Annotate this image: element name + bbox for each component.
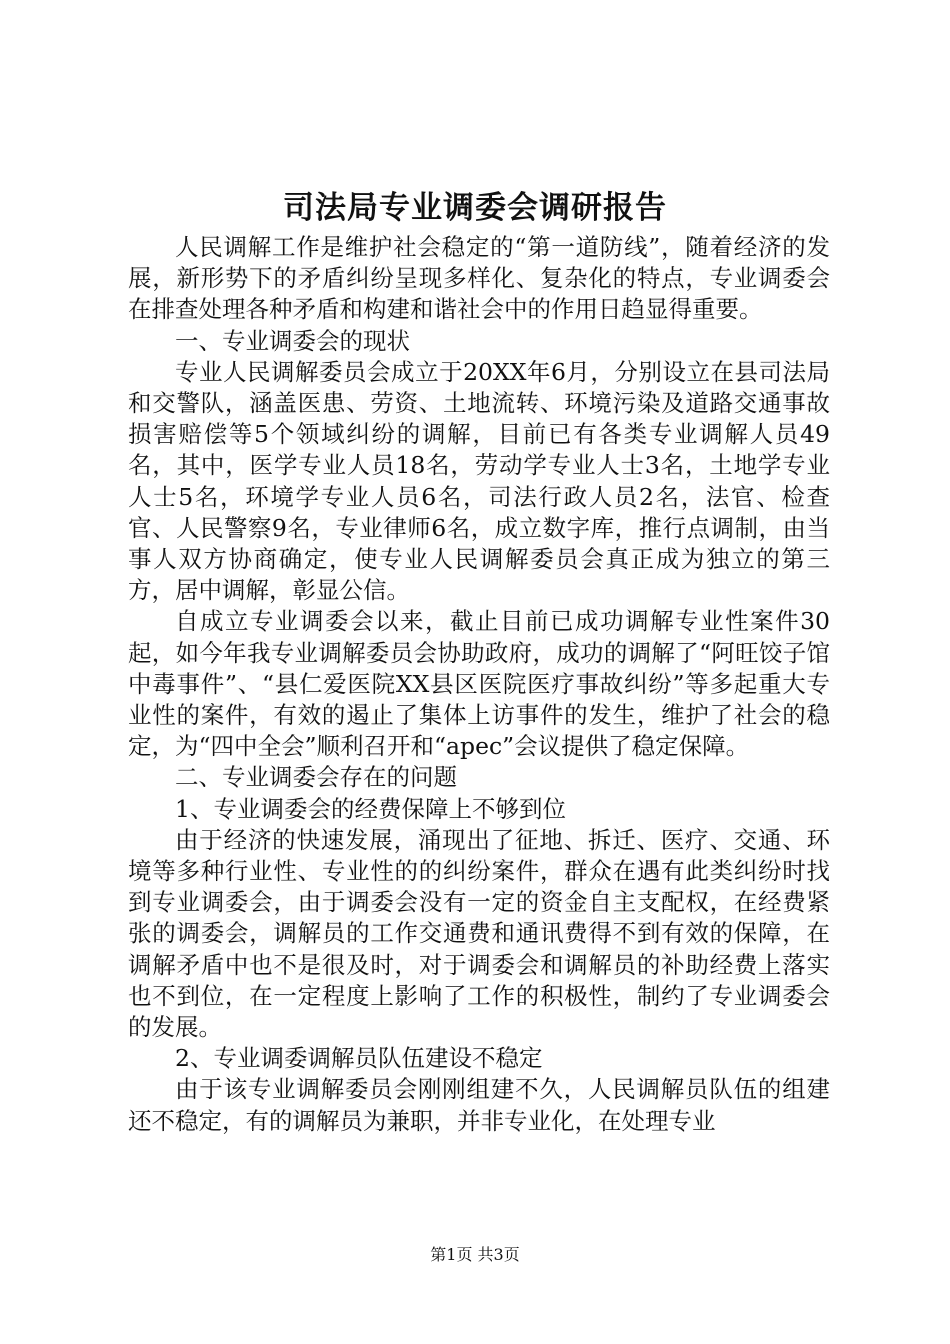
section-heading-2: 二、专业调委会存在的问题	[175, 763, 457, 792]
document-body	[128, 232, 830, 1137]
page-number-footer: 第1页 共3页	[430, 1245, 520, 1264]
subsection-heading-1: 1、专业调委会的经费保障上不够到位	[175, 794, 566, 823]
document-title: 司法局专业调委会调研报告	[283, 190, 667, 226]
paragraph-staffing: 由于该专业调解委员会刚刚组建不久，人民调解员队伍的组建还不稳定，有的调解员为兼职，并非专业化，在处理专业	[128, 1075, 830, 1135]
paragraph-status: 专业人民调解委员会成立于20XX年6月，分别设立在县司法局和交警队，涵盖医患、劳资、土地流转、环境污染及道路交通事故损害赔偿等5个领域纠纷的调解，目前已有各类专业调解人员49名，其中，医学专业人员18名，劳动学专业人士3名，土地学专业人士5名，环境学专业人员6名，司法行政人员2名，法官、检查官、人民警察9名，专业律师6名，成立数字库，推行点调制，由当事人双方协商确定，使专业人民调解委员会真正成为独立的第三方，居中调解，彰显公信。	[128, 357, 830, 605]
subsection-heading-2: 2、专业调委调解员队伍建设不稳定	[175, 1044, 543, 1073]
section-heading-1: 一、专业调委会的现状	[175, 326, 410, 355]
paragraph-intro: 人民调解工作是维护社会稳定的“第一道防线”，随着经济的发展，新形势下的矛盾纠纷呈现多样化、复杂化的特点，专业调委会在排查处理各种矛盾和构建和谐社会中的作用日趋显得重要。	[128, 233, 830, 324]
paragraph-funding: 由于经济的快速发展，涌现出了征地、拆迁、医疗、交通、环境等多种行业性、专业性的的纠纷案件，群众在遇有此类纠纷时找到专业调委会，由于调委会没有一定的资金自主支配权，在经费紧张的调委会，调解员的工作交通费和通讯费得不到有效的保障，在调解矛盾中也不是很及时，对于调委会和调解员的补助经费上落实也不到位，在一定程度上影响了工作的积极性，制约了专业调委会的发展。	[128, 825, 830, 1042]
paragraph-achievements: 自成立专业调委会以来，截止目前已成功调解专业性案件30起，如今年我专业调解委员会协助政府，成功的调解了“阿旺饺子馆中毒事件”、“县仁爱医院XX县区医院医疗事故纠纷”等多起重大专业性的案件，有效的遏止了集体上访事件的发生，维护了社会的稳定，为“四中全会”顺利召开和“apec”会议提供了稳定保障。	[128, 607, 830, 761]
